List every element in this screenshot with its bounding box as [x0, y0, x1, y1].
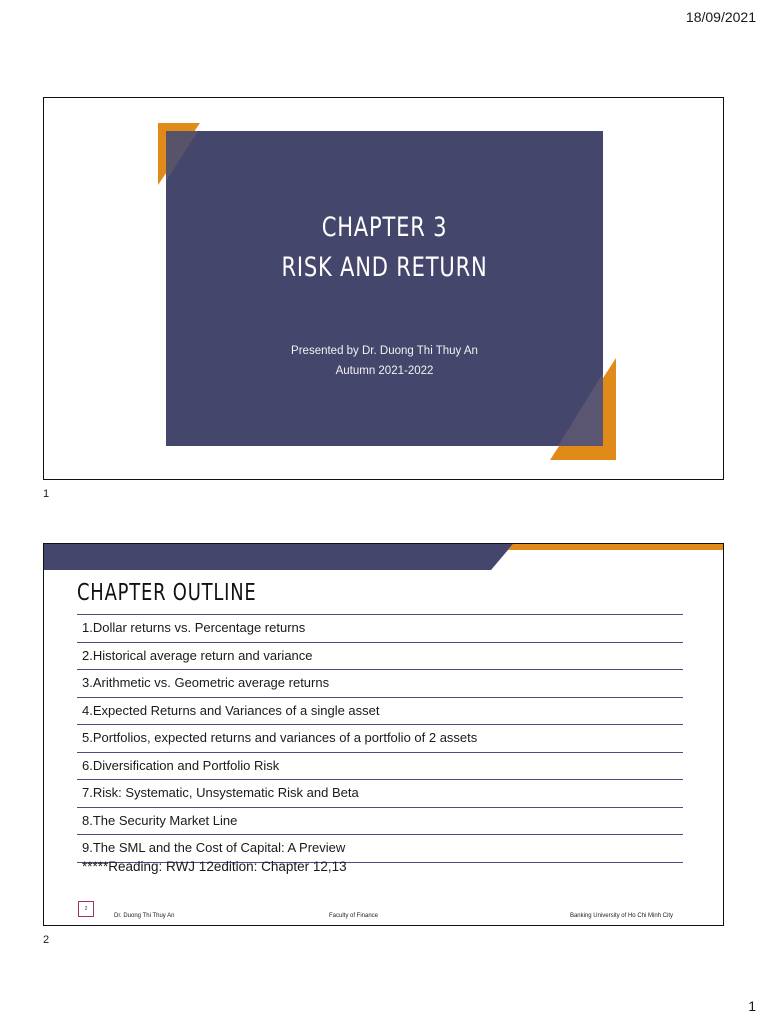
footer-slide-box: 2 [78, 901, 94, 917]
title-panel [166, 131, 603, 446]
slide-number-2: 2 [43, 934, 50, 946]
page-number: 1 [748, 998, 756, 1014]
header-band [44, 544, 724, 570]
slide-number-1: 1 [43, 488, 50, 500]
slide-2 [43, 543, 724, 926]
list-item: 8.The Security Market Line [77, 808, 683, 836]
slide-1 [43, 97, 724, 480]
list-item: 2.Historical average return and variance [77, 643, 683, 671]
term-text: Autumn 2021-2022 [335, 365, 434, 377]
title-line-2: RISK AND RETURN [281, 252, 488, 283]
list-item: 3.Arithmetic vs. Geometric average returns [77, 670, 683, 698]
list-item: 6.Diversification and Portfolio Risk [77, 753, 683, 781]
slide-subtitle [166, 341, 603, 381]
orange-corner-shadow-top-left [166, 131, 198, 181]
footer-faculty: Faculty of Finance [329, 913, 379, 919]
presenter-text: Presented by Dr. Duong Thi Thuy An [291, 345, 478, 357]
outline-title: CHAPTER OUTLINE [77, 580, 257, 606]
footer-university: Banking University of Ho Chi Minh City [569, 913, 673, 919]
footer-author: Dr. Duong Thi Thuy An [114, 913, 175, 919]
slide-title [214, 208, 555, 288]
list-item: 5.Portfolios, expected returns and variances of a portfolio of 2 assets [77, 725, 683, 753]
page-date: 18/09/2021 [685, 9, 756, 25]
reading-note: *****Reading: RWJ 12edition: Chapter 12,13 [82, 859, 347, 874]
list-item: 9.The SML and the Cost of Capital: A Preview [77, 835, 683, 863]
list-item: 7.Risk: Systematic, Unsystematic Risk and Beta [77, 780, 683, 808]
outline-list [77, 614, 683, 863]
title-line-1: CHAPTER 3 [321, 212, 448, 243]
list-item: 1.Dollar returns vs. Percentage returns [77, 614, 683, 643]
list-item: 4.Expected Returns and Variances of a single asset [77, 698, 683, 726]
